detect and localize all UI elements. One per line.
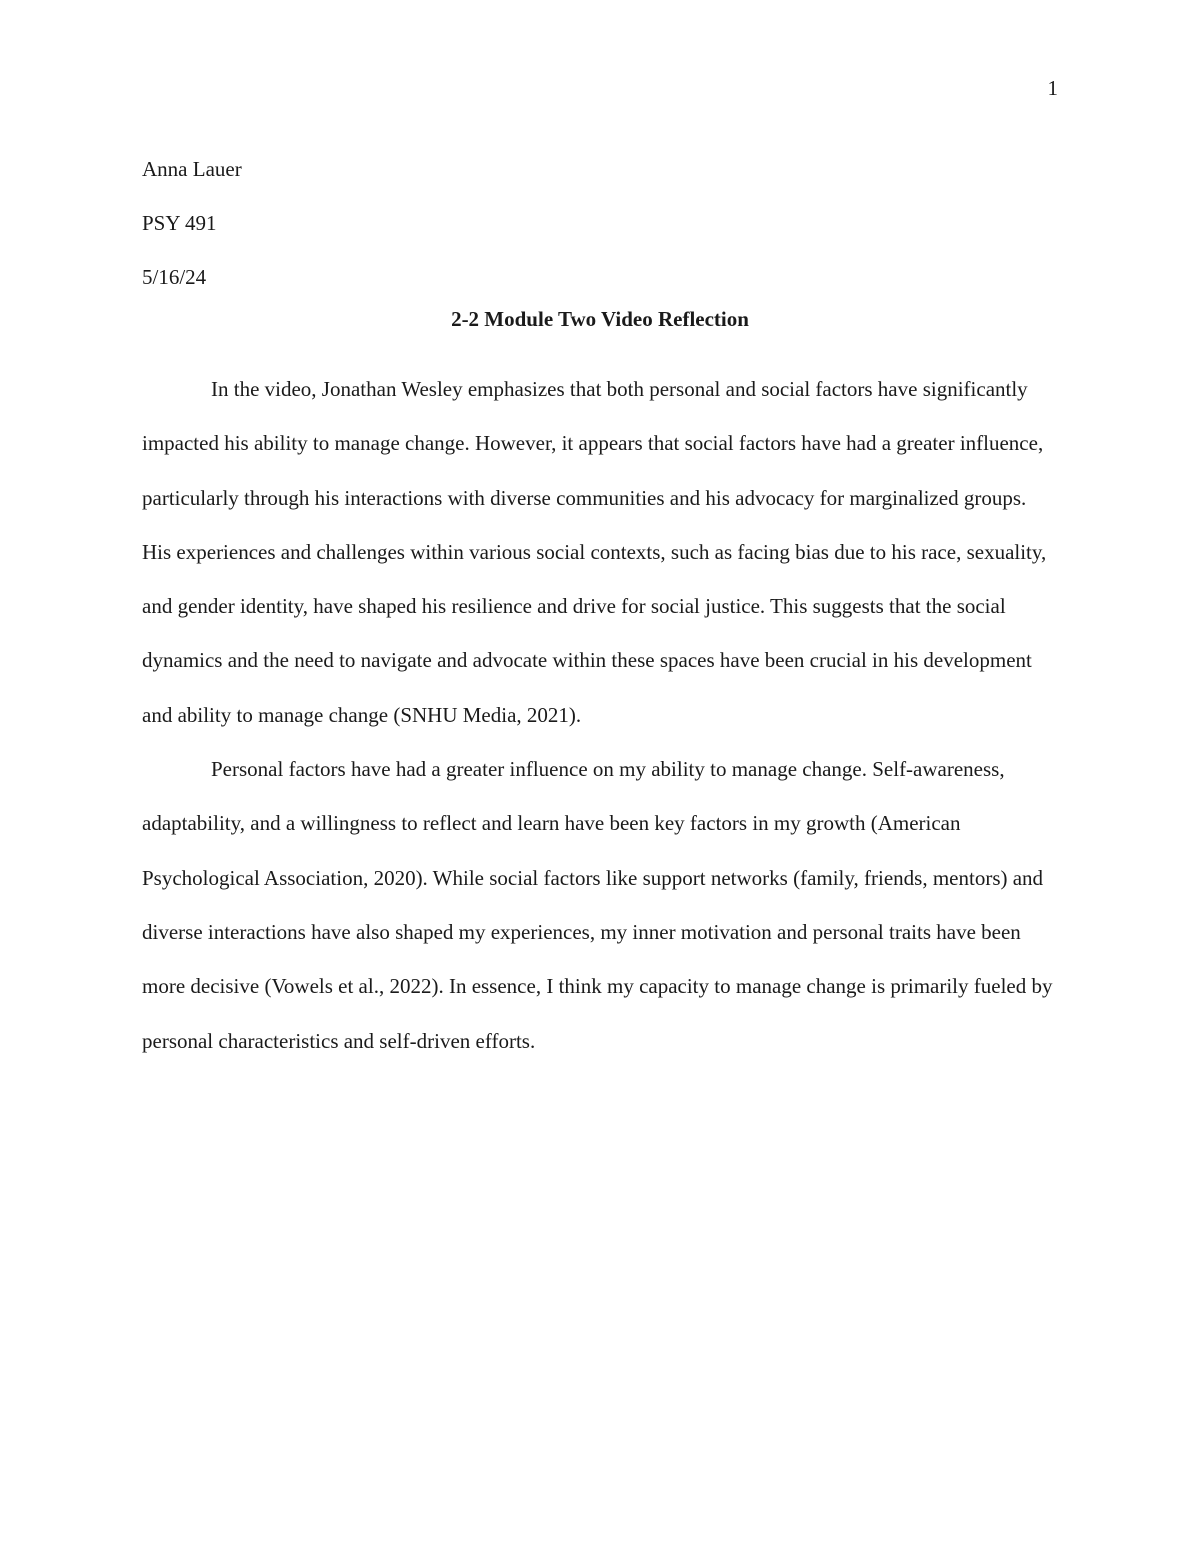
header-block <box>142 142 1058 304</box>
body-paragraph: Personal factors have had a greater influence on my ability to manage change. Self-awareness, adaptability, and a willingness to reflect and learn have been key factors in my growth (American Psychological Association, 2020). While social factors like support networks (family, friends, mentors) and diverse interactions have also shaped my experiences, my inner motivation and personal traits have been more decisive (Vowels et al., 2022). In essence, I think my capacity to manage change is primarily fueled by personal characteristics and self-driven efforts. <box>142 757 1053 1053</box>
document-body <box>142 362 1058 1068</box>
document-date: 5/16/24 <box>142 265 207 289</box>
page-number: 1 <box>1047 76 1058 100</box>
course-code: PSY 491 <box>142 211 217 235</box>
document-title: 2-2 Module Two Video Reflection <box>451 307 749 331</box>
body-paragraph: In the video, Jonathan Wesley emphasizes that both personal and social factors have significantly impacted his ability to manage change. However, it appears that social factors have had a greater influence, particularly through his interactions with diverse communities and his advocacy for marginalized groups. His experiences and challenges within various social contexts, such as facing bias due to his race, sexuality, and gender identity, have shaped his resilience and drive for social justice. This suggests that the social dynamics and the need to navigate and advocate within these spaces have been crucial in his development and ability to manage change (SNHU Media, 2021). <box>142 377 1047 727</box>
author-name: Anna Lauer <box>142 157 242 181</box>
